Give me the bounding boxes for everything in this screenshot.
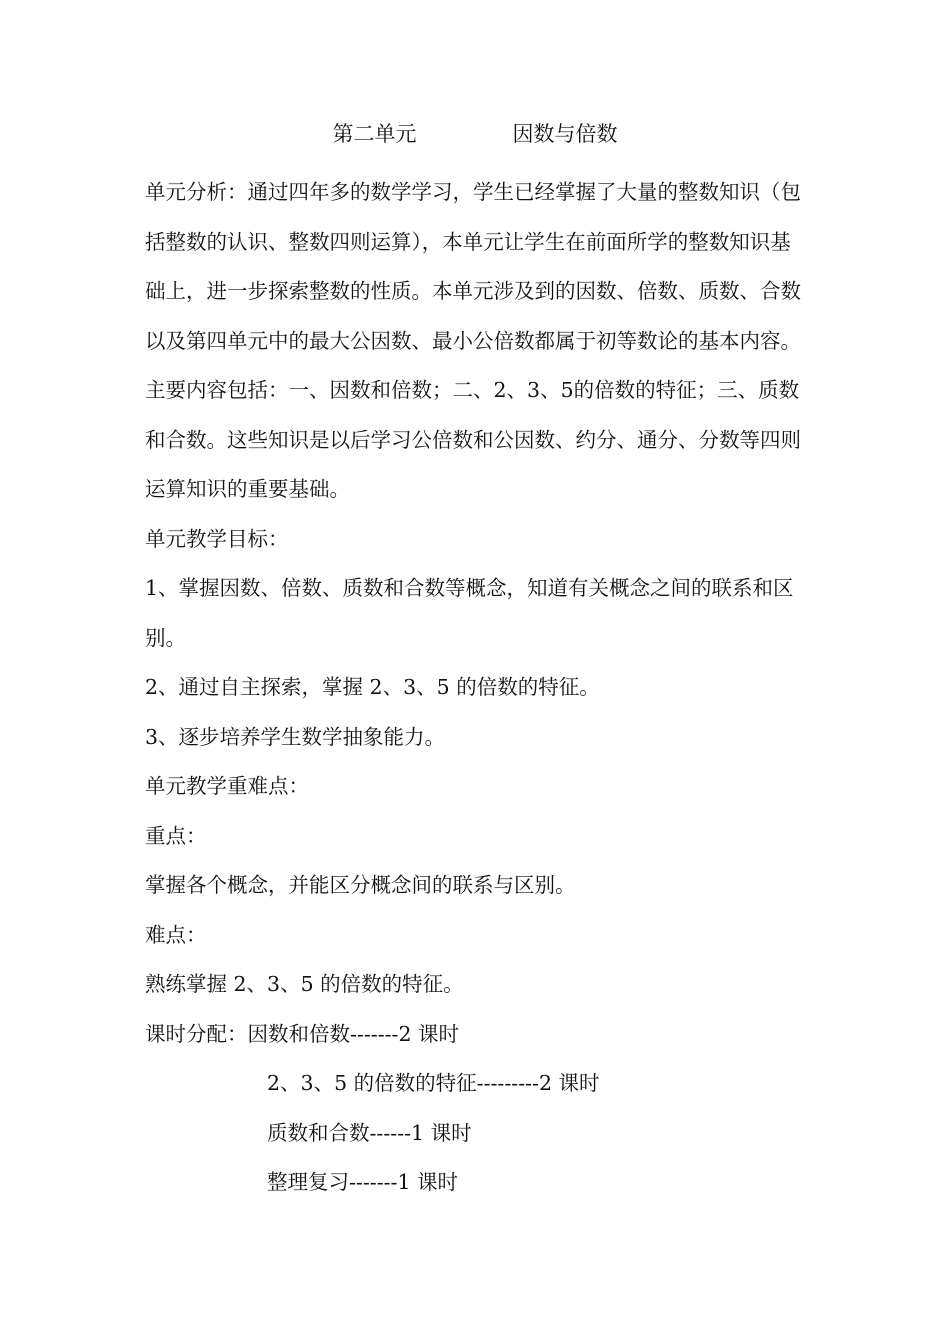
document-title [0, 118, 950, 150]
title-unit: 第二单元 [332, 122, 417, 146]
key-point-label: 重点： [145, 823, 207, 848]
key-difficult-heading: 单元教学重难点： [145, 774, 309, 798]
title-topic: 因数与倍数 [512, 122, 618, 146]
schedule-line-2: 2、3、5 的倍数的特征---------2 课时 [267, 1071, 600, 1095]
goal-item-3: 3、逐步培养学生数学抽象能力。 [145, 724, 446, 749]
schedule-line-1: 课时分配：因数和倍数-------2 课时 [145, 1021, 460, 1046]
goal-item-1: 1、掌握因数、倍数、质数和合数等概念，知道有关概念之间的联系和区别。 [145, 576, 794, 650]
difficult-point-text: 熟练掌握 2、3、5 的倍数的特征。 [145, 972, 464, 996]
difficult-point-label: 难点： [145, 922, 207, 947]
key-point-text: 掌握各个概念，并能区分概念间的联系与区别。 [145, 873, 576, 897]
unit-analysis-paragraph: 单元分析：通过四年多的数学学习，学生已经掌握了大量的整数知识（包括整数的认识、整数四则运算），本单元让学生在前面所学的整数知识基础上，进一步探索整数的性质。本单元涉及到的因数、倍数、质数、合数以及第四单元中的最大公因数、最小公倍数都属于初等数论的基本内容。主要内容包括：一、因数和倍数；二、2、3、5的倍数的特征；三、质数和合数。这些知识是以后学习公倍数和公因数、约分、通分、分数等四则运算知识的重要基础。 [145, 180, 801, 501]
document-body [145, 168, 810, 1208]
schedule-line-3: 质数和合数------1 课时 [267, 1120, 472, 1145]
goal-item-2: 2、通过自主探索，掌握 2、3、5 的倍数的特征。 [145, 675, 600, 699]
teaching-goals-heading: 单元教学目标： [145, 526, 289, 551]
schedule-line-4: 整理复习-------1 课时 [267, 1170, 459, 1194]
